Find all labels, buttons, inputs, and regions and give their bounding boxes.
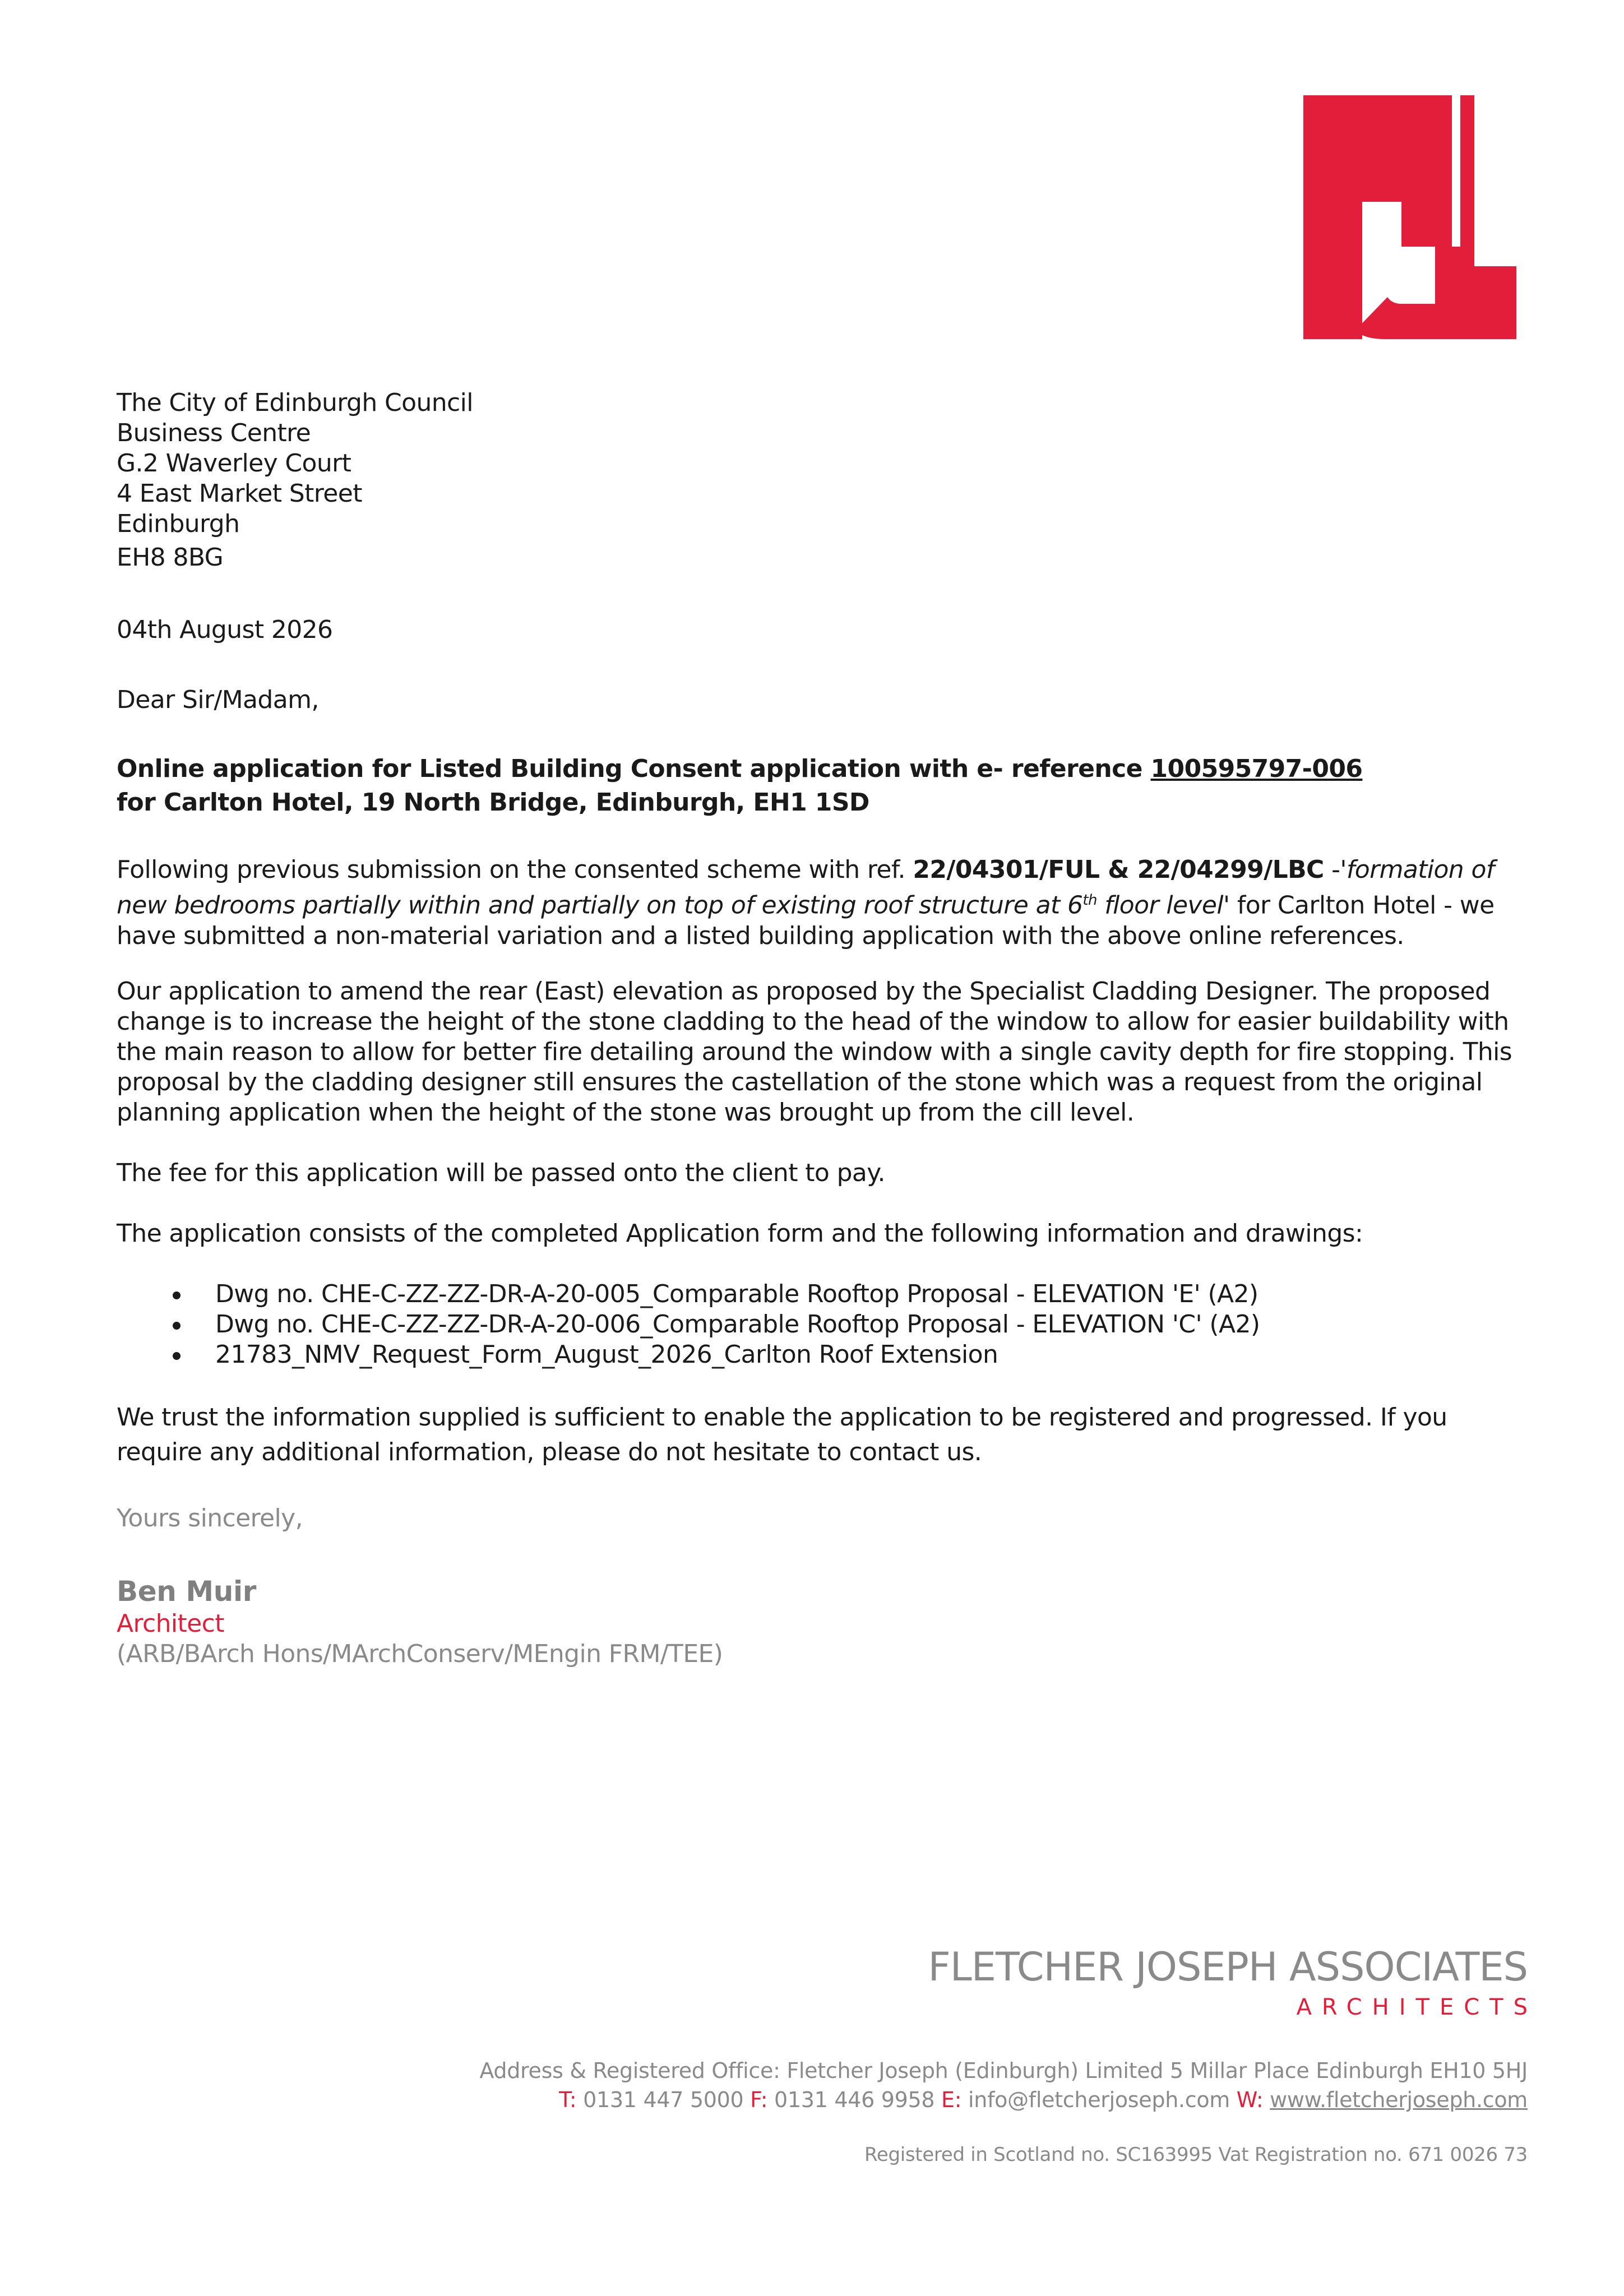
website-link[interactable]: www.fletcherjoseph.com (1270, 2087, 1528, 2112)
paragraph-application-details: Our application to amend the rear (East) elevation as proposed by the Specialist Cladding Designer. The proposed change is to increase the height of the stone cladding to the head of the window to allow for easier buildability with the main reason to allow for better fire detailing around the window with a single cavity depth for fire stopping. This proposal by the cladding designer still ensures the castellation of the stone which was a request from the original planning application when the height of the stone was brought up from the cill level. (117, 977, 1512, 1127)
p1-superscript: th (1082, 892, 1097, 909)
signatory-qualifications: (ARB/BArch Hons/MArchConserv/MEngin FRM/TEE) (117, 1640, 723, 1668)
list-item-text: Dwg no. CHE-C-ZZ-ZZ-DR-A-20-006_Comparable Rooftop Proposal - ELEVATION 'C' (A2) (215, 1310, 1260, 1339)
fax-number: 0131 446 9958 (767, 2087, 942, 2112)
bullet-icon (173, 1322, 181, 1330)
list-item (117, 1279, 1529, 1309)
p1-quote: 'formation of new bedrooms partially within and partially on top of existing roof structure at 6 (117, 855, 1495, 920)
address-line: The City of Edinburgh Council (117, 388, 473, 417)
signatory-title: Architect (117, 1609, 224, 1638)
paragraph-previous-submission (117, 855, 1529, 951)
bullet-icon (173, 1292, 181, 1299)
p1-text: Following previous submission on the consented scheme with ref. (117, 855, 913, 884)
p1-refs: 22/04301/FUL & 22/04299/LBC (913, 855, 1324, 884)
address-line: Edinburgh (117, 510, 240, 538)
subject-line-1: Online application for Listed Building Consent application with e- reference (117, 754, 1151, 783)
salutation: Dear Sir/Madam, (117, 686, 319, 714)
address-line: G.2 Waverley Court (117, 449, 351, 478)
firm-name: FLETCHER JOSEPH ASSOCIATES (928, 1944, 1528, 1990)
p1-quote-end: floor level' (1096, 891, 1230, 920)
address-line: EH8 8BG (117, 543, 224, 572)
firm-subtitle: ARCHITECTS (1296, 1994, 1538, 2020)
phone-number: 0131 447 5000 (576, 2087, 751, 2112)
list-item-text: Dwg no. CHE-C-ZZ-ZZ-DR-A-20-005_Comparable Rooftop Proposal - ELEVATION 'E' (A2) (215, 1280, 1259, 1308)
footer-registration: Registered in Scotland no. SC163995 Vat Registration no. 671 0026 73 (864, 2144, 1528, 2166)
list-item (117, 1309, 1529, 1340)
address-line: Business Centre (117, 419, 311, 447)
subject-line-2: for Carlton Hotel, 19 North Bridge, Edinburgh, EH1 1SD (117, 788, 869, 817)
list-item (117, 1340, 1529, 1370)
drawings-list (117, 1279, 1529, 1370)
p1-dash: - (1324, 855, 1340, 884)
letter-date: 04th August 2026 (117, 615, 333, 644)
phone-label: T: (559, 2087, 577, 2112)
email-address: info@fletcherjoseph.com (961, 2087, 1237, 2112)
email-label: E: (941, 2087, 962, 2112)
bullet-icon (173, 1352, 181, 1360)
paragraph-closing-statement: We trust the information supplied is sufficient to enable the application to be registered and progressed. If you require any additional information, please do not hesitate to contact us. (117, 1403, 1447, 1466)
p1-text-end: for Carlton Hotel - we have submitted a non-material variation and a listed building application with the above online references. (117, 891, 1495, 950)
application-reference: 100595797-006 (1150, 754, 1363, 783)
recipient-address (117, 388, 473, 573)
fletcher-joseph-logo (1303, 95, 1516, 339)
closing: Yours sincerely, (117, 1504, 303, 1533)
footer-contacts (559, 2085, 1528, 2114)
list-item-text: 21783_NMV_Request_Form_August_2026_Carlton Roof Extension (215, 1340, 998, 1369)
paragraph-application-contents: The application consists of the completed Application form and the following information and drawings: (117, 1219, 1363, 1248)
signatory-name: Ben Muir (117, 1575, 256, 1608)
website-label: W: (1236, 2087, 1264, 2112)
footer-address: Address & Registered Office: Fletcher Joseph (Edinburgh) Limited 5 Millar Place Edinburgh EH10 5HJ (479, 2058, 1528, 2083)
address-line: 4 East Market Street (117, 479, 362, 508)
fax-label: F: (750, 2087, 768, 2112)
paragraph-fee: The fee for this application will be passed onto the client to pay. (117, 1159, 885, 1187)
subject-heading (117, 754, 1362, 818)
